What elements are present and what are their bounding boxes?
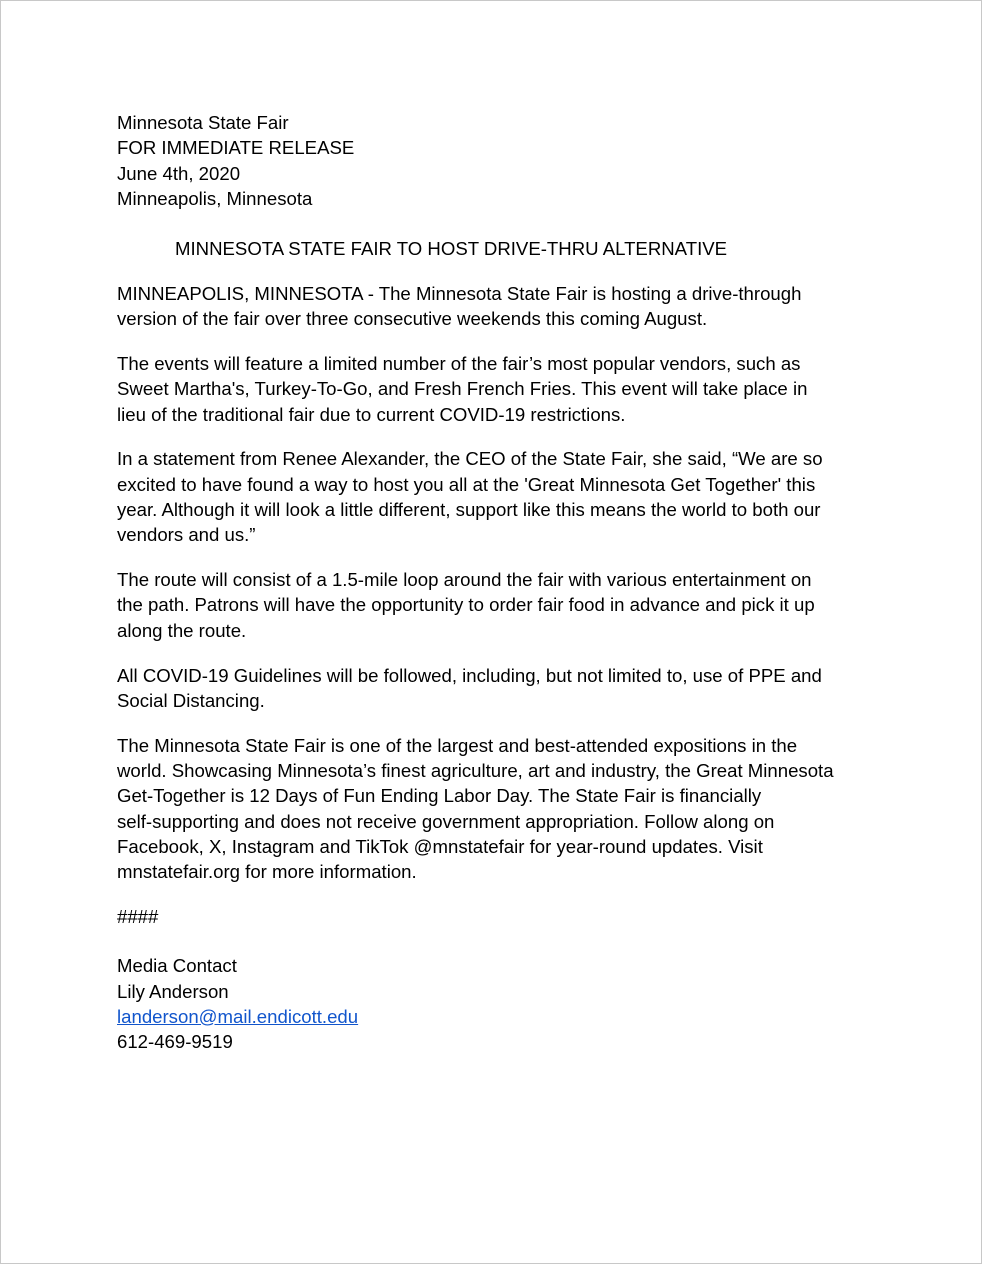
end-mark: #### (117, 905, 159, 927)
organization-name: Minnesota State Fair (117, 112, 289, 133)
paragraph-line: All COVID-19 Guidelines will be followed, including, but not limited to, use of PPE and (117, 664, 822, 686)
paragraph-quote (117, 446, 877, 547)
contact-email-link[interactable]: landerson@mail.endicott.edu (117, 1005, 359, 1027)
paragraph-line: year. Although it will look a little different, support like this means the world to both our (117, 499, 821, 521)
paragraph-guidelines (117, 663, 877, 714)
press-release-body (117, 110, 877, 1054)
paragraph-line: The events will feature a limited number of the fair’s most popular vendors, such as (117, 353, 801, 375)
paragraph-lead (117, 281, 877, 332)
headline: MINNESOTA STATE FAIR TO HOST DRIVE-THRU ALTERNATIVE (175, 238, 728, 260)
contact-phone: 612-469-9519 (117, 1031, 233, 1053)
paragraph-line: vendors and us.” (117, 524, 256, 546)
paragraph-line: self-supporting and does not receive government appropriation. Follow along on (117, 810, 775, 832)
paragraph-line: The Minnesota State Fair is one of the largest and best-attended expositions in the (117, 734, 798, 756)
paragraph-line: world. Showcasing Minnesota’s finest agriculture, art and industry, the Great Minnesota (117, 759, 834, 781)
paragraph-boilerplate (117, 733, 877, 885)
paragraph-line: lieu of the traditional fair due to current COVID-19 restrictions. (117, 403, 626, 425)
paragraph-line: MINNEAPOLIS, MINNESOTA - The Minnesota State Fair is hosting a drive-through (117, 282, 802, 304)
paragraph-line: Sweet Martha's, Turkey-To-Go, and Fresh French Fries. This event will take place in (117, 378, 808, 400)
paragraph-vendors (117, 351, 877, 427)
release-location: Minneapolis, Minnesota (117, 187, 313, 209)
paragraph-line: version of the fair over three consecutive weekends this coming August. (117, 308, 708, 330)
release-type: FOR IMMEDIATE RELEASE (117, 137, 355, 159)
paragraph-line: excited to have found a way to host you all at the 'Great Minnesota Get Together' this (117, 473, 816, 495)
paragraph-line: Social Distancing. (117, 689, 265, 711)
paragraph-line: mnstatefair.org for more information. (117, 861, 417, 883)
contact-email-line (117, 1004, 877, 1029)
paragraph-line: The route will consist of a 1.5-mile loop around the fair with various entertainment on (117, 569, 812, 591)
paragraph-line: the path. Patrons will have the opportunity to order fair food in advance and pick it up (117, 594, 815, 616)
release-date: June 4th, 2020 (117, 162, 241, 184)
paragraph-line: Get-Together is 12 Days of Fun Ending Labor Day. The State Fair is financially (117, 785, 762, 807)
paragraph-line: Facebook, X, Instagram and TikTok @mnstatefair for year-round updates. Visit (117, 835, 763, 857)
release-header (117, 110, 877, 211)
contact-label: Media Contact (117, 955, 237, 977)
media-contact (117, 953, 877, 1054)
paragraph-line: along the route. (117, 619, 247, 641)
paragraph-line: In a statement from Renee Alexander, the CEO of the State Fair, she said, “We are so (117, 448, 823, 470)
paragraph-route (117, 567, 877, 643)
contact-name: Lily Anderson (117, 980, 229, 1002)
